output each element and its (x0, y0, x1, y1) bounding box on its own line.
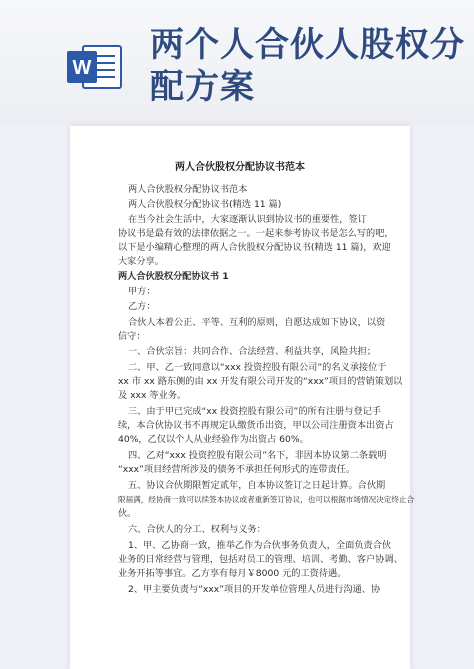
text-line: 业务的日常经营与管理，包括对员工的管理、培训、考勤、客户协调、 (118, 554, 403, 565)
text-line: 1、甲、乙协商一致，推举乙作为合伙事务负责人，全面负责合伙 (128, 540, 392, 551)
word-document-icon (65, 42, 123, 92)
text-line: “xxx”项目经营所涉及的债务不承担任何形式的连带责任。 (118, 464, 356, 475)
text-line: 及 xxx 等业务。 (118, 390, 187, 401)
text-line: 一、合伙宗旨：共同合作、合法经营、利益共享，风险共担； (128, 346, 377, 357)
text-line: 大家分享。 (118, 256, 164, 267)
text-line: 五、协议合伙期限暂定贰年，自本协议签订之日起计算。合伙期 (128, 480, 386, 491)
text-line: 限届满，经协商一致可以续签本协议或者重新签订协议，也可以根据市场情况决定终止合 (118, 495, 415, 504)
logo-letter: W (72, 57, 92, 79)
text-line: 三、由于甲已完成“xx 投资控股有限公司”的所有注册与登记手 (128, 406, 382, 417)
text-line: 伙。 (118, 508, 137, 519)
text-line: 业务开拓等事宜。乙方享有每月￥8000 元的工资待遇。 (118, 568, 347, 579)
page-fade-overlay (70, 629, 410, 669)
text-line: 信守： (118, 331, 146, 342)
document-page (70, 126, 415, 669)
text-line: 合伙人本着公正、平等、互利的原则，自愿达成如下协议，以资 (128, 317, 386, 328)
text-line: 甲方： (128, 286, 156, 297)
text-line: xx 市 xx 路东侧的由 xx 开发有限公司开发的“xxx”项目的营销策划以 (118, 376, 403, 387)
text-line: 40%，乙仅以个人从业经验作为出资占 60%。 (118, 434, 309, 445)
text-line: 两人合伙股权分配协议书范本 (128, 184, 248, 195)
text-line: 二、甲、乙一致同意以“xxx 投资控股有限公司”的名义承接位于 (128, 362, 387, 373)
text-line: 以下是小编精心整理的两人合伙股权分配协议书(精选 11 篇)，欢迎 (118, 242, 391, 253)
text-line: 六、合伙人的分工、权利与义务： (128, 524, 266, 535)
text-line: 2、甲主要负责与“xxx”项目的开发单位管理人员进行沟通、协 (128, 584, 381, 595)
section-heading: 两人合伙股权分配协议书 1 (118, 271, 229, 282)
text-line: 在当今社会生活中，大家逐渐认识到协议书的重要性，签订 (128, 214, 367, 225)
text-line: 两人合伙股权分配协议书(精选 11 篇) (128, 199, 282, 210)
document-title: 两人合伙股权分配协议书范本 (175, 162, 305, 173)
header-banner (0, 0, 474, 125)
text-line: 四、乙对“xxx 投资控股有限公司”名下，非因本协议第二条载明 (128, 450, 387, 461)
text-line: 乙方： (128, 301, 156, 312)
text-line: 续，本合伙协议书不再规定认缴货币出资，甲以公司注册资本出资占 (118, 420, 394, 431)
text-line: 协议书是最有效的法律依据之一。一起来参考协议书是怎么写的吧， (118, 228, 394, 239)
page-title: 两个人合伙人股权分配方案 (150, 25, 465, 107)
